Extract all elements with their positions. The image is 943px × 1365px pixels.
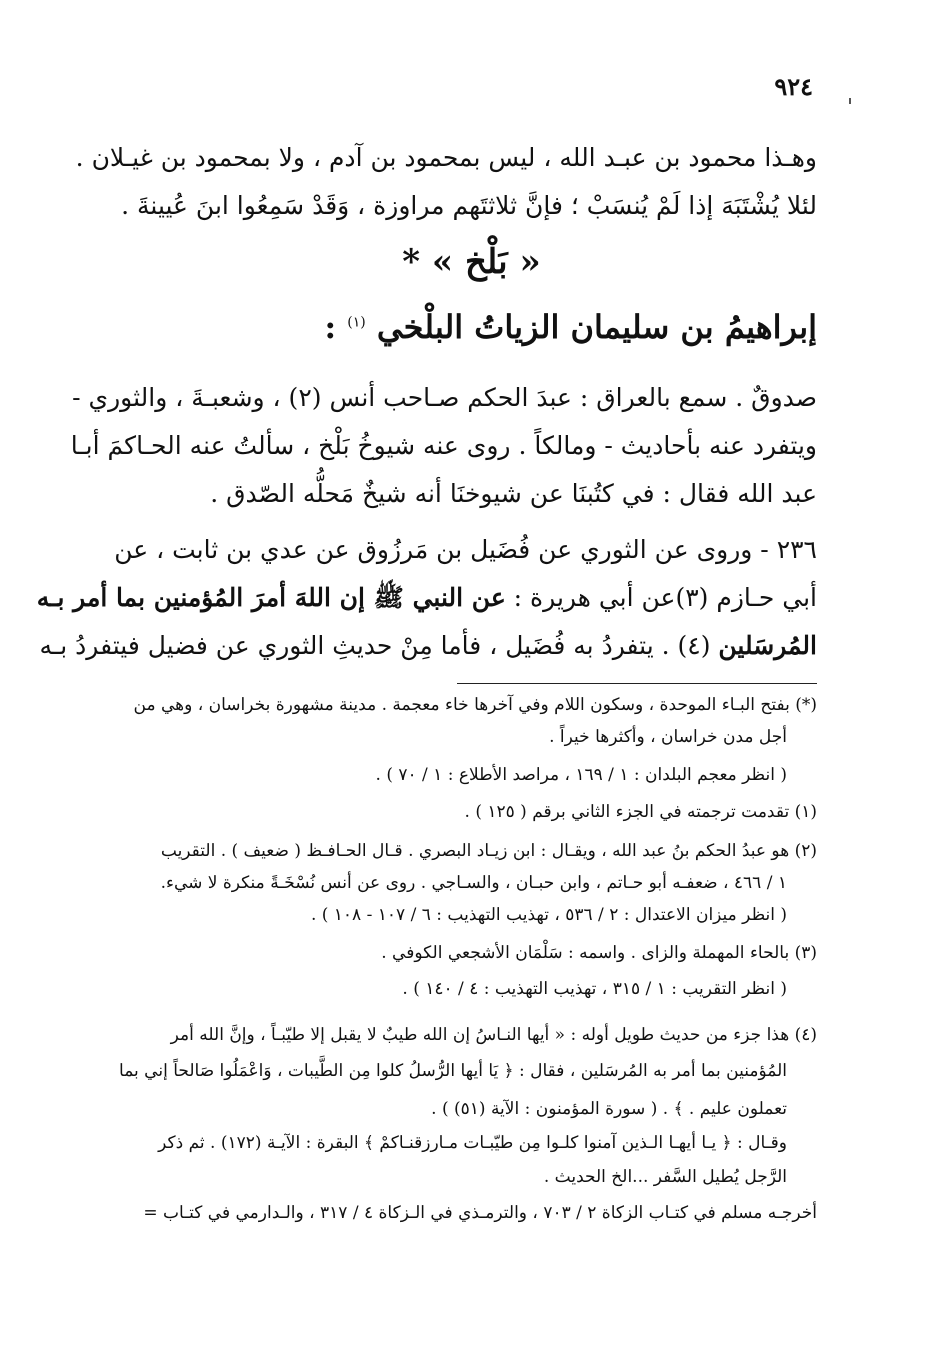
footnote-line: (٣) بالحاء المهملة والزاى . واسمه : سَلْمَان الأشجعي الكوفي . bbox=[381, 943, 817, 963]
footnote-divider bbox=[457, 683, 817, 684]
footnote-line: المُؤمنين بما أمر به المُرسَلين ، فقال : ﴿ يَا أيها الرُّسلُ كلوا مِن الطَّيبات ، وَاعْمَلُوا صَالحاً إني بما bbox=[119, 1061, 787, 1081]
footnote-line: (*) بفتح البـاء الموحدة ، وسكون اللام وفي آخرها خاء معجمة . مدينة مشهورة بخراسان ، وهي من bbox=[133, 695, 817, 715]
paragraph-line-3: عبد الله فقال : في كتُبنَا عن شيوخنَا أنه شيخٌ مَحلُّه الصّدق . bbox=[210, 479, 817, 508]
intro-line-2: لئلا يُشْتَبَهَ إذا لَمْ يُنسَبْ ؛ فإنَّ ثلاثتَهم مراوزة ، وَقَدْ سَمِعُوا ابنَ عُيينةَ . bbox=[121, 191, 817, 220]
paragraph-line-1: صدوقٌ . سمع بالعراق : عبدَ الحكم صـاحب أنس (٢) ، وشعبـةَ ، والثوري - bbox=[72, 383, 817, 412]
intro-line-1: وهـذا محمود بن عبـد الله ، ليس بمحمود بن آدم ، ولا بمحمود بن غيـلان . bbox=[75, 143, 817, 172]
hadith-line-1: ٢٣٦ - وروى عن الثوري عن فُضَيل بن مَرزُوق عن عدي بن ثابت ، عن bbox=[114, 535, 817, 564]
paragraph-line-2: ويتفرد عنه بأحاديث - ومالكاً . روى عنه شيوخُ بَلْخ ، سألتُ عنه الحـاكمَ أبـا bbox=[70, 431, 817, 460]
footnote-line: وقـال : ﴿ يـا أيهـا الـذين آمنوا كلـوا مِن طيّبـات مـارزقنـاكمْ ﴾ البقرة : الآيـة (١٧٢) . ثم ذكر bbox=[158, 1133, 787, 1153]
page-number: ٩٢٤ bbox=[774, 72, 813, 101]
hadith-text-bold: عن النبي ﷺ إن اللهَ أمرَ المُؤمنين بما أمر بـه bbox=[36, 583, 506, 612]
footnote-line: (١) تقدمت ترجمته في الجزء الثاني برقم ( ١٢٥ ) . bbox=[464, 802, 817, 822]
entry-suffix: : bbox=[324, 308, 337, 346]
hadith-line-3-bold: المُرسَلين bbox=[718, 631, 817, 660]
margin-mark bbox=[849, 98, 851, 104]
footnote-line: الرَّجل يُطيل السَّفر ...الخ الحديث . bbox=[543, 1167, 787, 1187]
footnote-line: (٤) هذا جزء من حديث طويل أوله : « أيها النـاسُ إن الله طيبٌ لا يقبل إلا طيّبـاً ، وإنَّ الله أمر bbox=[170, 1025, 817, 1045]
footnote-line: (٢) هو عبدُ الحكم بنُ عبد الله ، ويقـال : ابن زيـاد البصري . قـال الحـافـظ ( ضعيف ) . التقريب bbox=[160, 841, 817, 861]
hadith-line-3-plain: (٤) . يتفردُ به فُضَيل ، فأما مِنْ حديثِ الثوري عن فضيل فيتفردُ بـه bbox=[39, 631, 719, 660]
footnote-line: ١ / ٤٦٦ ، ضعفـه أبو حـاتم ، وابن حبـان ، والسـاجي . روى عن أنس نُسْخَـةً منكرة لا شيء. bbox=[160, 873, 787, 893]
footnote-line: ( انظر ميزان الاعتدال : ٢ / ٥٣٦ ، تهذيب التهذيب : ٦ / ١٠٧ - ١٠٨ ) . bbox=[310, 905, 787, 925]
entry-note-ref: (١) bbox=[347, 314, 366, 331]
footnote-line: أخرجـه مسلم في كتـاب الزكاة ٢ / ٧٠٣ ، والترمـذي في الـزكاة ٤ / ٣١٧ ، والـدارمي في كتـاب = bbox=[143, 1203, 817, 1223]
footnote-line: ( انظر معجم البلدان : ١ / ١٦٩ ، مراصد الأطلاع : ١ / ٧٠ ) . bbox=[375, 765, 787, 785]
hadith-line-2 bbox=[36, 578, 817, 618]
footnote-line: أجل مدن خراسان ، وأكثرها خيراً . bbox=[549, 727, 787, 747]
footnote-line: تعملون عليم . ﴾ . ( سورة المؤمنون : الآية (٥١) ) . bbox=[431, 1099, 787, 1119]
section-heading: « بَلْخ » * bbox=[402, 242, 541, 282]
entry-heading bbox=[324, 308, 817, 346]
footnote-line: ( انظر التقريب : ١ / ٣١٥ ، تهذيب التهذيب : ٤ / ١٤٠ ) . bbox=[402, 979, 787, 999]
entry-name: إبراهيمُ بن سليمان الزياتُ البلْخي bbox=[376, 308, 817, 346]
hadith-line-3 bbox=[39, 626, 817, 666]
hadith-line-2-plain: أبي حـازم (٣)عن أبي هريرة : bbox=[505, 583, 817, 612]
